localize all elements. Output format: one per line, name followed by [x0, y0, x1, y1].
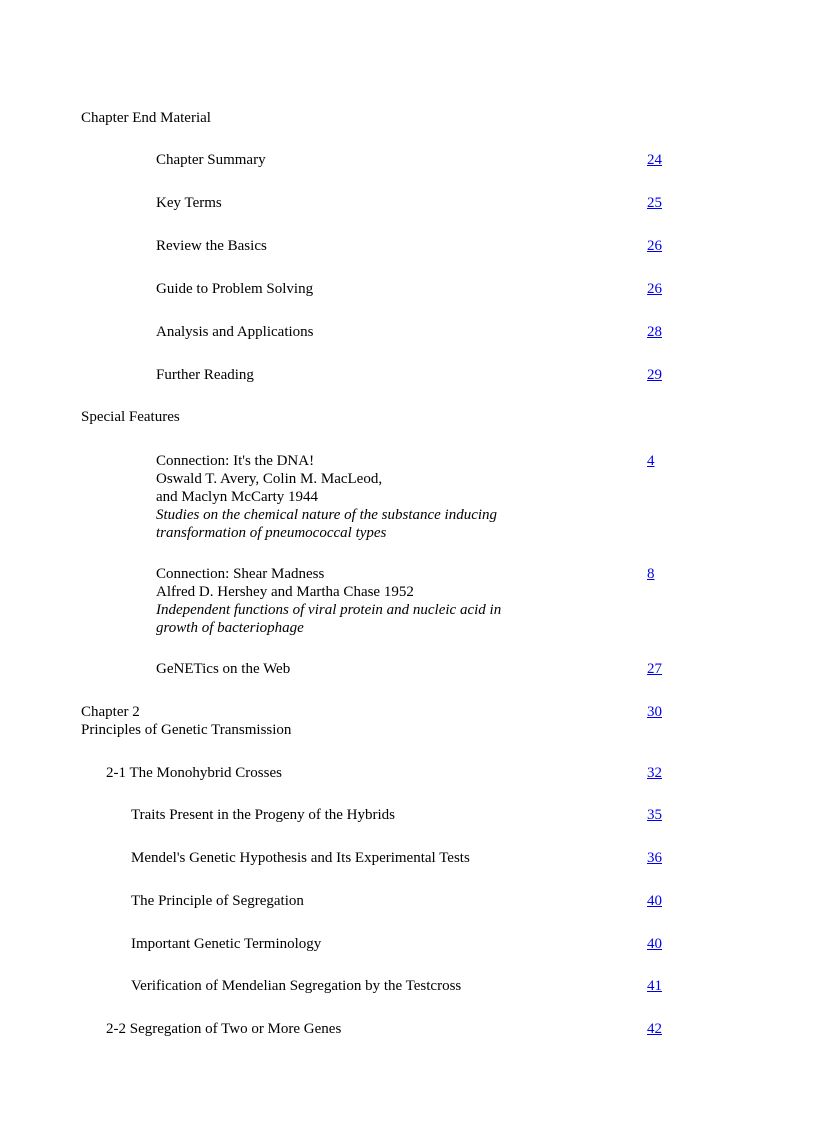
- page-link[interactable]: 42: [647, 1021, 662, 1037]
- page-link[interactable]: 30: [647, 704, 662, 720]
- chapter-text: [81, 703, 291, 739]
- entry-label: Verification of Mendelian Segregation by the Testcross: [131, 978, 462, 994]
- page-link[interactable]: 36: [647, 850, 662, 866]
- entry-label: Mendel's Genetic Hypothesis and Its Experimental Tests: [131, 850, 470, 866]
- entry-label: Further Reading: [156, 367, 254, 383]
- page-link[interactable]: 29: [647, 367, 662, 383]
- page-link[interactable]: 32: [647, 765, 662, 781]
- connection-authors: Oswald T. Avery, Colin M. MacLeod,: [156, 471, 383, 487]
- entry-label: Guide to Problem Solving: [156, 281, 314, 297]
- section-label: 2-1 The Monohybrid Crosses: [106, 765, 282, 781]
- page-link[interactable]: 26: [647, 281, 662, 297]
- page-link[interactable]: 8: [647, 566, 655, 582]
- page-link[interactable]: 35: [647, 807, 662, 823]
- heading-label: Special Features: [81, 409, 180, 425]
- chapter-number: Chapter 2: [81, 704, 140, 720]
- page-link[interactable]: 40: [647, 893, 662, 909]
- page-link[interactable]: 41: [647, 978, 662, 994]
- connection-authors: Alfred D. Hershey and Martha Chase 1952: [156, 584, 414, 600]
- chapter-title: Principles of Genetic Transmission: [81, 722, 292, 738]
- connection-authors: and Maclyn McCarty 1944: [156, 489, 319, 505]
- page-link[interactable]: 40: [647, 936, 662, 952]
- entry-label: Chapter Summary: [156, 152, 266, 168]
- page-link[interactable]: 27: [647, 661, 662, 677]
- connection-paper-title: Independent functions of viral protein and nucleic acid in: [156, 602, 502, 618]
- page-link[interactable]: 25: [647, 195, 662, 211]
- page-link[interactable]: 26: [647, 238, 662, 254]
- entry-label: The Principle of Segregation: [131, 893, 304, 909]
- connection-paper-title: transformation of pneumococcal types: [156, 525, 387, 541]
- connection-text: [156, 565, 501, 637]
- page-link[interactable]: 4: [647, 453, 655, 469]
- page-link[interactable]: 24: [647, 152, 662, 168]
- entry-label: Analysis and Applications: [156, 324, 314, 340]
- section-label: 2-2 Segregation of Two or More Genes: [106, 1021, 342, 1037]
- entry-label: GeNETics on the Web: [156, 661, 291, 677]
- connection-title: Connection: Shear Madness: [156, 566, 325, 582]
- connection-paper-title: Studies on the chemical nature of the substance inducing: [156, 507, 498, 523]
- connection-paper-title: growth of bacteriophage: [156, 620, 304, 636]
- heading-label: Chapter End Material: [81, 110, 211, 126]
- connection-text: [156, 452, 497, 542]
- connection-title: Connection: It's the DNA!: [156, 453, 315, 469]
- entry-label: Important Genetic Terminology: [131, 936, 322, 952]
- page-link[interactable]: 28: [647, 324, 662, 340]
- entry-label: Key Terms: [156, 195, 222, 211]
- entry-label: Review the Basics: [156, 238, 267, 254]
- entry-label: Traits Present in the Progeny of the Hybrids: [131, 807, 396, 823]
